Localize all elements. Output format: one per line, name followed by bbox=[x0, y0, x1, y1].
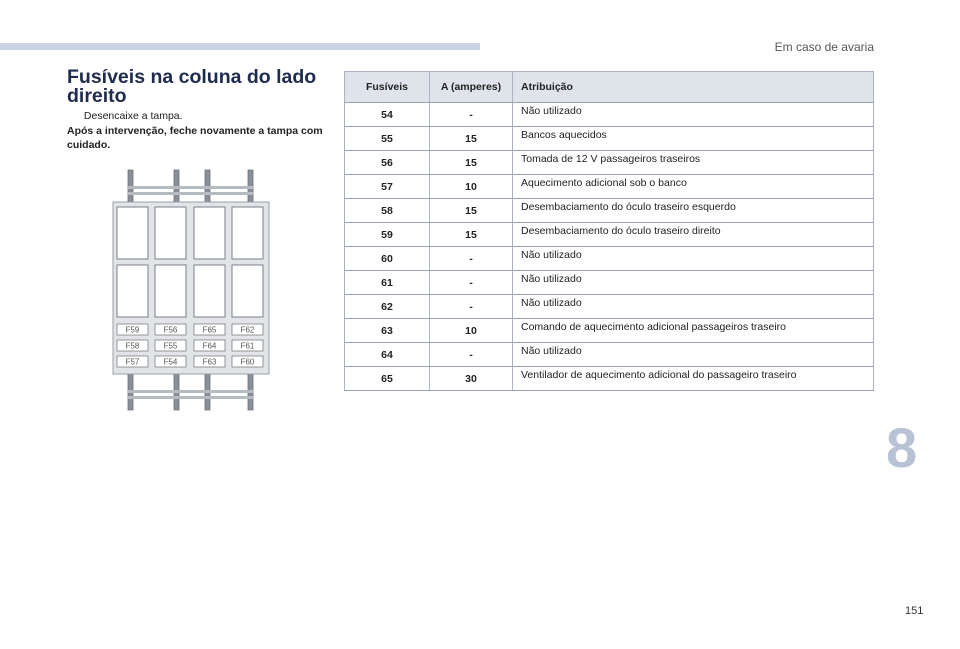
step-text: Desencaixe a tampa. bbox=[83, 110, 183, 122]
amperage-cell: 15 bbox=[430, 199, 513, 223]
amperage-cell: - bbox=[430, 103, 513, 127]
instruction-step bbox=[67, 110, 183, 122]
assignment-cell: Tomada de 12 V passageiros traseiros bbox=[513, 151, 874, 175]
fuse-label: F65 bbox=[202, 325, 217, 335]
table-row bbox=[345, 199, 874, 223]
assignment-cell: Comando de aquecimento adicional passageiros traseiro bbox=[513, 319, 874, 343]
amperage-cell: - bbox=[430, 295, 513, 319]
table-row bbox=[345, 295, 874, 319]
fuse-label: F59 bbox=[125, 325, 140, 335]
amperage-cell: 15 bbox=[430, 223, 513, 247]
fuse-number-cell: 54 bbox=[345, 103, 430, 127]
assignment-cell: Desembaciamento do óculo traseiro direito bbox=[513, 223, 874, 247]
fuse-number-cell: 61 bbox=[345, 271, 430, 295]
assignment-cell: Não utilizado bbox=[513, 295, 874, 319]
table-row bbox=[345, 175, 874, 199]
assignment-cell: Bancos aquecidos bbox=[513, 127, 874, 151]
fuse-number-cell: 57 bbox=[345, 175, 430, 199]
table-row bbox=[345, 223, 874, 247]
fuse-label: F56 bbox=[163, 325, 178, 335]
fuse-number-cell: 59 bbox=[345, 223, 430, 247]
table-row bbox=[345, 271, 874, 295]
fuse-number-cell: 65 bbox=[345, 367, 430, 391]
amperage-cell: - bbox=[430, 343, 513, 367]
table-row bbox=[345, 343, 874, 367]
fuse-label: F61 bbox=[240, 341, 255, 351]
table-header-row bbox=[345, 72, 874, 103]
page-title: Fusíveis na coluna do lado direito bbox=[67, 66, 317, 107]
table-row bbox=[345, 367, 874, 391]
fuse-number-cell: 63 bbox=[345, 319, 430, 343]
assignment-cell: Não utilizado bbox=[513, 247, 874, 271]
table-row bbox=[345, 127, 874, 151]
section-title: Em caso de avaria bbox=[774, 40, 874, 54]
assignment-cell: Ventilador de aquecimento adicional do passageiro traseiro bbox=[513, 367, 874, 391]
assignment-cell: Desembaciamento do óculo traseiro esquerdo bbox=[513, 199, 874, 223]
fuse-number-cell: 62 bbox=[345, 295, 430, 319]
fuse-label: F62 bbox=[240, 325, 255, 335]
chapter-number: 8 bbox=[886, 416, 918, 479]
fuse-label: F63 bbox=[202, 357, 217, 367]
header-accent-bar bbox=[0, 43, 480, 50]
table-row bbox=[345, 103, 874, 127]
fuse-box-diagram bbox=[108, 168, 274, 412]
fuse-number-cell: 56 bbox=[345, 151, 430, 175]
fuse-label: F57 bbox=[125, 357, 140, 367]
amperage-cell: 10 bbox=[430, 175, 513, 199]
fuse-number-cell: 55 bbox=[345, 127, 430, 151]
fuse-label: F60 bbox=[240, 357, 255, 367]
table-row bbox=[345, 319, 874, 343]
table-row bbox=[345, 247, 874, 271]
fuse-number-cell: 60 bbox=[345, 247, 430, 271]
column-header-assignment: Atribuição bbox=[513, 72, 874, 103]
fuse-table bbox=[344, 71, 874, 391]
amperage-cell: - bbox=[430, 247, 513, 271]
amperage-cell: 10 bbox=[430, 319, 513, 343]
fuse-number-cell: 58 bbox=[345, 199, 430, 223]
fuse-label: F58 bbox=[125, 341, 140, 351]
assignment-cell: Não utilizado bbox=[513, 103, 874, 127]
fuse-label: F64 bbox=[202, 341, 217, 351]
table-row bbox=[345, 151, 874, 175]
column-header-amperes: A (amperes) bbox=[430, 72, 513, 103]
page-number: 151 bbox=[905, 605, 924, 617]
instruction-note: Após a intervenção, feche novamente a tampa com cuidado. bbox=[67, 125, 323, 151]
amperage-cell: - bbox=[430, 271, 513, 295]
amperage-cell: 30 bbox=[430, 367, 513, 391]
amperage-cell: 15 bbox=[430, 151, 513, 175]
assignment-cell: Aquecimento adicional sob o banco bbox=[513, 175, 874, 199]
fuse-number-cell: 64 bbox=[345, 343, 430, 367]
fuse-label: F54 bbox=[163, 357, 178, 367]
assignment-cell: Não utilizado bbox=[513, 271, 874, 295]
column-header-fuse: Fusíveis bbox=[345, 72, 430, 103]
amperage-cell: 15 bbox=[430, 127, 513, 151]
fuse-label: F55 bbox=[163, 341, 178, 351]
assignment-cell: Não utilizado bbox=[513, 343, 874, 367]
